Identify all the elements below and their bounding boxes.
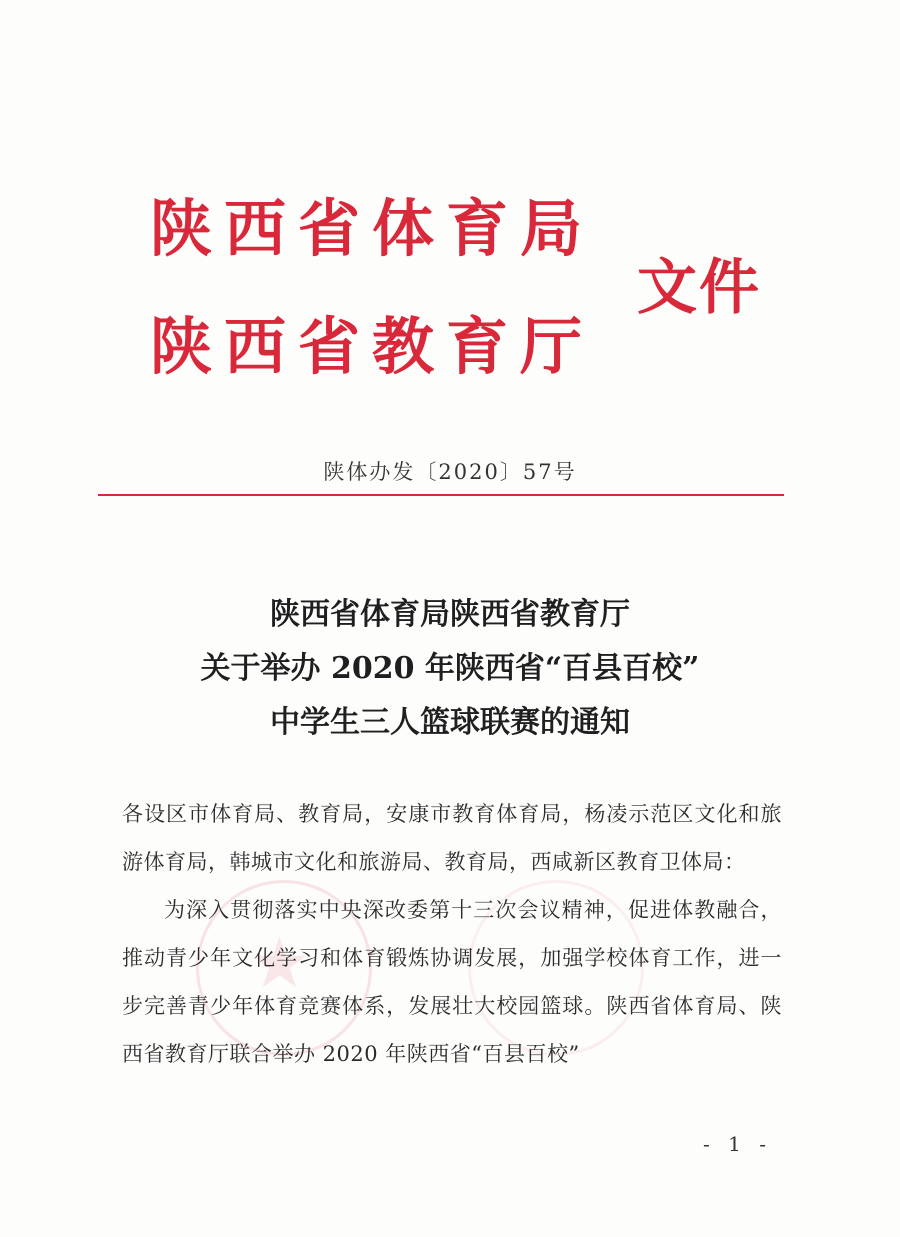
document-suffix: 文件 [637,253,761,323]
document-title [0,588,900,750]
body-paragraph: 为深入贯彻落实中央深改委第十三次会议精神，促进体教融合，推动青少年文化学习和体育锻炼协调发展，加强学校体育工作，进一步完善青少年体育竞赛体系，发展壮大校园篮球。陕西省体育局、陕西省教育厅联合举办 2020 年陕西省“百县百校” [122,898,782,1066]
issuer-sports-bureau: 陕西省体育局 [150,192,595,265]
salutation: 各设区市体育局、教育局，安康市教育体育局，杨凌示范区文化和旅游体育局，韩城市文化和旅游局、教育局，西咸新区教育卫体局： [122,802,782,874]
seal-star-icon: ★ [248,922,311,1004]
document-number: 陕体办发〔2020〕57号 [323,460,577,484]
page-number: - 1 - [703,1132,772,1156]
title-line-1: 陕西省体育局陕西省教育厅 [270,597,630,632]
red-header [150,188,770,398]
document-body [122,790,782,1078]
issuer-education-department: 陕西省教育厅 [150,310,595,383]
title-line-2: 关于举办 2020 年陕西省“百县百校” [200,651,700,686]
red-divider [98,494,784,496]
title-line-3: 中学生三人篮球联赛的通知 [270,705,630,740]
